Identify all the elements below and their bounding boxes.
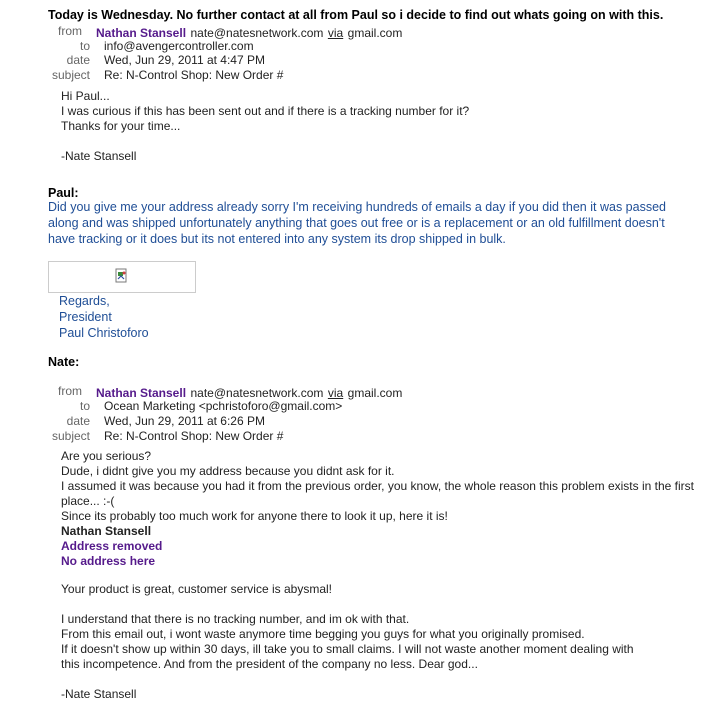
email1-body: [61, 89, 469, 164]
body-line-blank: [61, 134, 469, 149]
body-line: place... :-(: [61, 494, 115, 508]
body-line: Your product is great, customer service is abysmal!: [61, 582, 333, 596]
body-line: From this email out, i wont waste anymore time begging you guys for what you originally promised.: [61, 627, 585, 641]
sender-email: nate@natesnetwork.com: [190, 386, 324, 400]
to-label: to: [79, 399, 90, 413]
subject-label: subject: [51, 429, 90, 443]
via-domain: gmail.com: [347, 26, 403, 40]
headline: Today is Wednesday. No further contact at all from Paul so i decide to find out whats going on with this.: [48, 8, 664, 22]
subject-value: Re: N-Control Shop: New Order #: [104, 68, 284, 82]
signature-line: Paul Christoforo: [59, 326, 149, 340]
date-value: Wed, Jun 29, 2011 at 4:47 PM: [104, 53, 265, 67]
body-line: Thanks for your time...: [61, 119, 181, 133]
nate-label: Nate:: [48, 355, 80, 369]
body-line: If it doesn't show up within 30 days, ill take you to small claims. I will not waste another moment dealing with: [61, 642, 634, 656]
address-name: Nathan Stansell: [61, 524, 152, 538]
date-value: Wed, Jun 29, 2011 at 6:26 PM: [104, 414, 265, 428]
to-label: to: [79, 39, 90, 53]
email2-body-continued: [61, 582, 634, 702]
from-label: from: [58, 384, 82, 398]
body-line: -Nate Stansell: [61, 149, 137, 163]
address-removed: Address removed: [61, 539, 163, 553]
body-line: Dude, i didnt give you my address because you didnt ask for it.: [61, 464, 395, 478]
date-label: date: [66, 53, 90, 67]
body-line: I was curious if this has been sent out and if there is a tracking number for it?: [61, 104, 470, 118]
body-line-blank: [61, 672, 634, 687]
to-value: info@avengercontroller.com: [104, 39, 254, 53]
broken-image-icon: [115, 268, 129, 289]
signature-line: President: [59, 310, 112, 324]
email2-body: [61, 449, 694, 569]
subject-label: subject: [51, 68, 90, 82]
body-line: I assumed it was because you had it from the previous order, you know, the whole reason this problem exists in the first: [61, 479, 694, 493]
signature-line: Regards,: [59, 294, 110, 308]
to-value: Ocean Marketing <pchristoforo@gmail.com>: [104, 399, 343, 413]
body-line: -Nate Stansell: [61, 687, 137, 701]
body-line: Are you serious?: [61, 449, 152, 463]
body-line: this incompetence. And from the president of the company no less. Dear god...: [61, 657, 478, 671]
body-line: Hi Paul...: [61, 89, 110, 103]
paul-label: Paul:: [48, 186, 79, 200]
reply-line: have tracking or it does but its not entered into any system its drop shipped in bulk.: [48, 232, 506, 246]
paul-signature: [59, 293, 149, 341]
sender-email: nate@natesnetwork.com: [190, 26, 324, 40]
address-note: No address here: [61, 554, 156, 568]
sender-name[interactable]: Nathan Stansell: [96, 26, 187, 40]
body-line: Since its probably too much work for anyone there to look it up, here it is!: [61, 509, 448, 523]
subject-value: Re: N-Control Shop: New Order #: [104, 429, 284, 443]
date-label: date: [66, 414, 90, 428]
signature-image: [48, 261, 196, 293]
reply-line: along and was shipped unfortunately anything that goes out free or is a replacement or an old fulfillment doesn't: [48, 216, 665, 230]
body-line-blank: [61, 597, 634, 612]
paul-reply: [48, 199, 666, 247]
via-domain: gmail.com: [347, 386, 403, 400]
from-label: from: [58, 24, 82, 38]
via-link[interactable]: via: [327, 386, 344, 400]
body-line: I understand that there is no tracking number, and im ok with that.: [61, 612, 410, 626]
via-link[interactable]: via: [327, 26, 344, 40]
sender-name[interactable]: Nathan Stansell: [96, 386, 187, 400]
reply-line: Did you give me your address already sorry I'm receiving hundreds of emails a day if you did then it was passed: [48, 200, 666, 214]
